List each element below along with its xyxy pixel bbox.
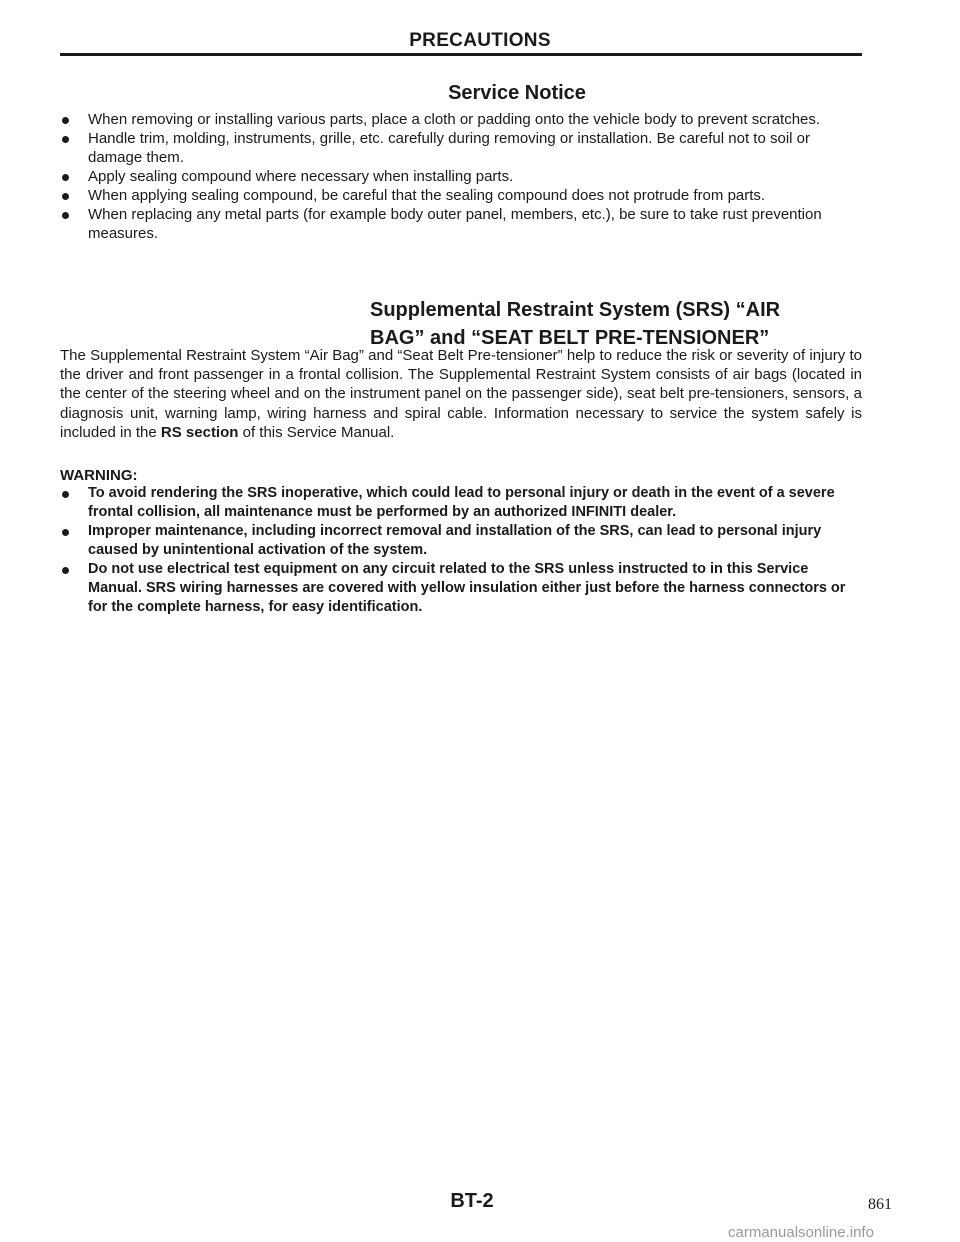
page-title: PRECAUTIONS xyxy=(409,30,551,51)
title-divider xyxy=(60,53,862,56)
list-item: Apply sealing compound where necessary when installing parts. xyxy=(62,167,862,186)
list-item: When replacing any metal parts (for example body outer panel, members, etc.), be sure to take rust prevention measures. xyxy=(62,205,862,243)
watermark: carmanualsonline.info xyxy=(728,1224,874,1241)
srs-intro-paragraph xyxy=(60,346,862,442)
list-item: Handle trim, molding, instruments, grille, etc. carefully during removing or installation. Be careful not to soil or damage them. xyxy=(62,129,862,167)
rs-section-reference: RS section xyxy=(160,423,239,441)
srs-heading-line2: BAG” and “SEAT BELT PRE-TENSIONER” xyxy=(370,327,770,349)
service-notice-heading: Service Notice xyxy=(448,82,586,104)
warning-item: Improper maintenance, including incorrect removal and installation of the SRS, can lead to personal injury caused by unintentional activation of the system. xyxy=(62,522,862,560)
page-number: 861 xyxy=(868,1196,892,1213)
list-item: When removing or installing various parts, place a cloth or padding onto the vehicle body to prevent scratches. xyxy=(62,110,862,129)
srs-heading xyxy=(370,296,860,352)
section-code: BT-2 xyxy=(450,1190,494,1212)
srs-heading-line1: Supplemental Restraint System (SRS) “AIR xyxy=(370,299,781,321)
warning-list xyxy=(62,484,862,617)
warning-item: To avoid rendering the SRS inoperative, which could lead to personal injury or death in the event of a severe frontal collision, all maintenance must be performed by an authorized INFINITI dealer. xyxy=(62,484,862,522)
srs-intro-text-end: of this Service Manual. xyxy=(238,423,395,441)
service-notice-list xyxy=(62,110,862,243)
srs-intro-text: The Supplemental Restraint System “Air Bag” and “Seat Belt Pre-tensioner” help to reduce the risk or severity of injury to the driver and front passenger in a frontal collision. The Supplemental Restraint System consists of air bags (located in the center of the steering wheel and on the instrument panel on the passenger side), seat belt pre-tensioners, sensors, a diagnosis unit, warning lamp, wiring harness and spiral cable. Information necessary to service the system safely is included in the xyxy=(60,347,862,441)
list-item: When applying sealing compound, be careful that the sealing compound does not protrude from parts. xyxy=(62,186,862,205)
warning-item: Do not use electrical test equipment on any circuit related to the SRS unless instructed to in this Service Manual. SRS wiring harnesses are covered with yellow insulation either just before the harness connectors or for the complete harness, for easy identification. xyxy=(62,560,862,617)
warning-label: WARNING: xyxy=(60,467,138,484)
